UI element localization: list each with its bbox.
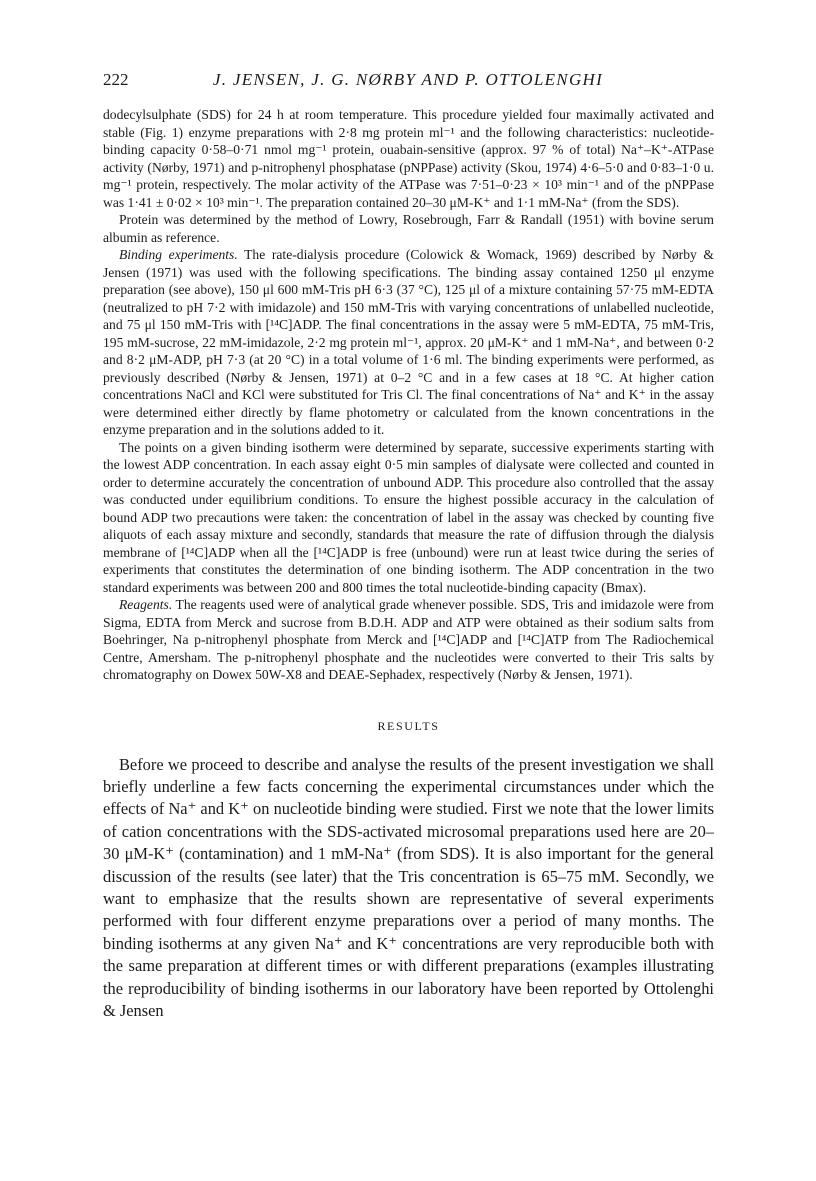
methods-paragraph-protein: Protein was determined by the method of Lowry, Rosebrough, Farr & Randall (1951) with bovine serum albumin as reference.: [103, 212, 714, 245]
running-title: J. JENSEN, J. G. NØRBY AND P. OTTOLENGHI: [212, 70, 604, 89]
methods-paragraph-binding: [103, 246, 714, 439]
methods-paragraph-reagents: [103, 596, 714, 684]
binding-experiments-text: The rate-dialysis procedure (Colowick & Womack, 1969) described by Nørby & Jensen (1971) was used with the following specifications. The binding assay contained 1250 μl enzyme preparation (see above), 150 μl 600 mM-Tris pH 6·3 (37 °C), 125 μl of a mixture containing 57·75 mM-EDTA (neutralized to pH 7·2 with imidazole) and 150 mM-Tris with varying concentrations of unlabelled nucleotide, and 75 μl 150 mM-Tris with [¹⁴C]ADP. The final concentrations in the assay were 5 mM-EDTA, 75 mM-Tris, 195 mM-sucrose, 22 mM-imidazole, 2·2 mg protein ml⁻¹, approx. 20 μM-K⁺ and 1 mM-Na⁺, and between 0·2 and 8·2 μM-ADP, pH 7·3 (at 20 °C) in a total volume of 1·6 ml. The binding experiments were performed, as previously described (Nørby & Jensen, 1971) at 0–2 °C and in a few cases at 18 °C. At higher cation concentrations NaCl and KCl were substituted for Tris Cl. The final concentrations of Na⁺ and K⁺ in the assay were determined either directly by flame photometry or calculated from the known concentrations in the enzyme preparation and in the solutions added to it.: [103, 247, 714, 437]
page-number: 222: [103, 70, 129, 89]
results-paragraph: Before we proceed to describe and analyse the results of the present investigation we shall briefly underline a few facts concerning the experimental circumstances under which the effects of Na⁺ and K⁺ on nucleotide binding were studied. First we note that the lower limits of cation concentrations with the SDS-activated microsomal preparations used here are 20–30 μM-K⁺ (contamination) and 1 mM-Na⁺ (from SDS). It is also important for the general discussion of the results (see later) that the Tris concentration is 65–75 mM. Secondly, we want to emphasize that the results shown are representative of several experiments performed with four different enzyme preparations over a period of many months. The binding isotherms at any given Na⁺ and K⁺ concentrations are very reproducible both with the same preparation at different times or with different preparations (examples illustrating the reproducibility of binding isotherms in our laboratory have been reported by Ottolenghi & Jensen: [103, 754, 714, 1020]
binding-experiments-heading: Binding experiments.: [119, 247, 238, 262]
methods-paragraph-enzyme: dodecylsulphate (SDS) for 24 h at room temperature. This procedure yielded four maximally activated and stable (Fig. 1) enzyme preparations with 2·8 mg protein ml⁻¹ and the following characteristics: nucleotide-binding capacity 0·58–0·71 nmol mg⁻¹ protein, ouabain-sensitive (approx. 97 % of total) Na⁺–K⁺-ATPase activity (Nørby, 1971) and p-nitrophenyl phosphatase (pNPPase) activity (Skou, 1974) 4·6–5·0 and 0·83–1·0 u. mg⁻¹ protein, respectively. The molar activity of the ATPase was 7·51–0·23 × 10³ min⁻¹ and of the pNPPase was 1·41 ± 0·02 × 10³ min⁻¹. The preparation contained 20–30 μM-K⁺ and 1·1 mM-Na⁺ (from the SDS).: [103, 107, 714, 210]
article-body: [103, 106, 714, 1022]
reagents-heading: Reagents.: [119, 597, 173, 612]
methods-paragraph-isotherm: The points on a given binding isotherm were determined by separate, successive experiments starting with the lowest ADP concentration. In each assay eight 0·5 min samples of dialysate were collected and counted in order to determine accurately the concentration of unbound ADP. This procedure also controlled that the assay was conducted under equilibrium conditions. To ensure the highest possible accuracy in the calculation of bound ADP two precautions were taken: the concentration of label in the assay was checked by counting five aliquots of each assay mixture and secondly, standards that measure the rate of diffusion through the dialysis membrane of [¹⁴C]ADP when all the [¹⁴C]ADP is free (unbound) were run at least twice during the series of experiments that constitutes the determination of one binding isotherm. The ADP concentration in the two standard experiments was between 200 and 800 times the total nucleotide-binding capacity (Bmax).: [103, 439, 714, 595]
results-section-title: RESULTS: [377, 718, 440, 733]
page-header: [103, 70, 713, 96]
reagents-text: The reagents used were of analytical grade whenever possible. SDS, Tris and imidazole were from Sigma, EDTA from Merck and sucrose from B.D.H. ADP and ATP were obtained as their sodium salts from Boehringer, Na p-nitrophenyl phosphate from Merck and [¹⁴C]ADP and [¹⁴C]ATP from The Radiochemical Centre, Amersham. The p-nitrophenyl phosphate and the nucleotides were converted to their Tris salts by chromatography on Dowex 50W-X8 and DEAE-Sephadex, respectively (Nørby & Jensen, 1971).: [103, 597, 714, 682]
